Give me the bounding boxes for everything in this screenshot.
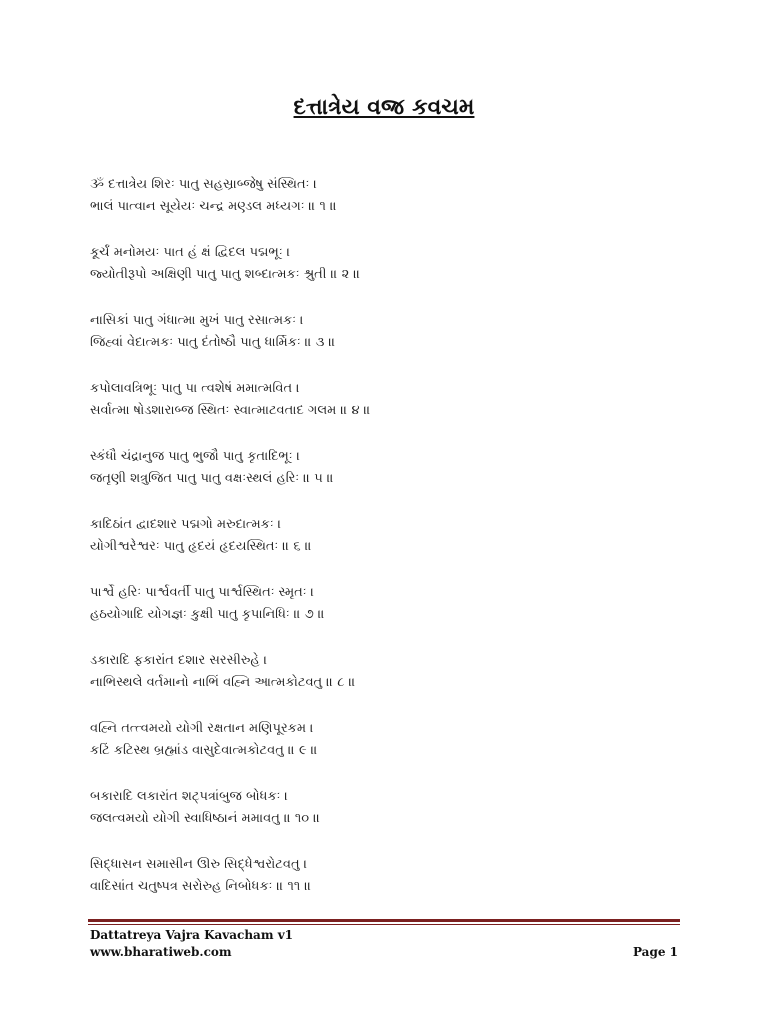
verse-4 xyxy=(90,378,710,446)
verse-10 xyxy=(90,786,710,854)
verse-line: જલત્વમયો યોગી સ્વાધિષ્ઠાનં મમાવતુ ॥ ૧૦ ॥ xyxy=(90,811,321,826)
footer-url: www.bharatiweb.com xyxy=(90,945,232,959)
verse-line: ભાલં પાત્વાન સૂયેયઃ ચન્દ્ર મણ્ડલ મધ્યગઃ ॥ ૧ ॥ xyxy=(90,199,337,214)
verse-line: વાદિસાંત ચતુષ્પત્ર સરોરુહ નિબોધકઃ ॥ ૧૧ ॥ xyxy=(90,879,312,894)
footer-rule-thin xyxy=(88,924,680,925)
verse-line: સર્વાત્મા ષોડશારાબ્જ સ્થિતઃ સ્વાત્માટવતાદ ગલમ ॥ ૪ ॥ xyxy=(90,403,371,418)
verse-2 xyxy=(90,242,710,310)
verse-1 xyxy=(90,174,710,242)
verse-7 xyxy=(90,582,710,650)
verse-line: પાર્શ્વે હરિઃ પાર્શ્વવર્તી પાતુ પાર્શ્વસ્થિતઃ સ્મૃતઃ । xyxy=(90,585,315,600)
verse-line: સ્કંધૌ ચંદ્રાનુજ પાતુ ભુજૌ પાતુ કૃતાદિભૂઃ । xyxy=(90,449,301,464)
verse-line: સિદ્ધાસન સમાસીન ઊરુ સિદ્ધેશ્વરોટવતુ । xyxy=(90,857,308,872)
verse-line: જતૃણી શત્રુજિત પાતુ પાતુ વક્ષઃસ્થલં હરિઃ ॥ ૫ ॥ xyxy=(90,471,334,486)
verse-line: નાભિસ્થલે વર્તમાનો નાભિં વહ્નિ આત્મકોટવતુ ॥ ૮ ॥ xyxy=(90,675,356,690)
page-number: Page 1 xyxy=(632,945,678,959)
verse-line: કટિં કટિસ્થ બ્રહ્માંડ વાસુદેવાત્મકોટવતુ ॥ ૯ ॥ xyxy=(90,743,318,758)
verse-line: કપોલાવત્રિભૂઃ પાતુ પા ત્વશેષં મમાત્મવિત । xyxy=(90,381,300,396)
verse-line: યોગીશ્વરેશ્વરઃ પાતુ હૃદયં હૃદયસ્થિતઃ ॥ ૬ ॥ xyxy=(90,539,312,554)
verse-line: હઠયોગાદિ યોગજ્ઞઃ કુક્ષી પાતુ કૃપાનિધિઃ ॥ ૭ ॥ xyxy=(90,607,325,622)
verse-line: જ્યોતીરૂપો અક્ષિણી પાતુ પાતુ શબ્દાત્મકઃ શ્રુતી ॥ ૨ ॥ xyxy=(90,267,361,282)
verse-line: કાદિઠાંત દ્વાદશાર પદ્મગો મરુદાત્મકઃ । xyxy=(90,517,282,532)
verse-3 xyxy=(90,310,710,378)
verse-line: કૂર્ચં મનોમયઃ પાત હં ક્ષં દ્વિદલ પદ્મભૂઃ । xyxy=(90,245,291,260)
verse-line: ૐ દત્તાત્રેય શિરઃ પાતુ સહસ્રાબ્જેષુ સંસ્થિતઃ । xyxy=(90,177,317,192)
verse-8 xyxy=(90,650,710,718)
verse-line: વહ્નિ તત્ત્વમયો યોગી રક્ષતાન મણિપૂરકમ । xyxy=(90,721,314,736)
footer-rule-thick xyxy=(88,919,680,922)
verse-line: જિહ્વાં વેદાત્મકઃ પાતુ દંતોષ્ઠૌ પાતુ ધાર્મિકઃ ॥ ૩ ॥ xyxy=(90,335,336,350)
verse-5 xyxy=(90,446,710,514)
footer-doc-title: Dattatreya Vajra Kavacham v1 xyxy=(90,928,294,942)
verse-11 xyxy=(90,854,710,922)
verse-list xyxy=(90,174,710,922)
verse-line: બકારાદિ લકારાંત શટ્પત્રાંબુજ બોધકઃ । xyxy=(90,789,288,804)
verse-line: ડકારાદિ ફકારાંત દશાર સરસીરુહે । xyxy=(90,653,268,668)
verse-9 xyxy=(90,718,710,786)
verse-6 xyxy=(90,514,710,582)
page-title: દત્તાત્રેય વજ્ર કવચમ xyxy=(293,95,475,120)
verse-line: નાસિકાં પાતુ ગંધાત્મા મુખં પાતુ રસાત્મકઃ । xyxy=(90,313,304,328)
